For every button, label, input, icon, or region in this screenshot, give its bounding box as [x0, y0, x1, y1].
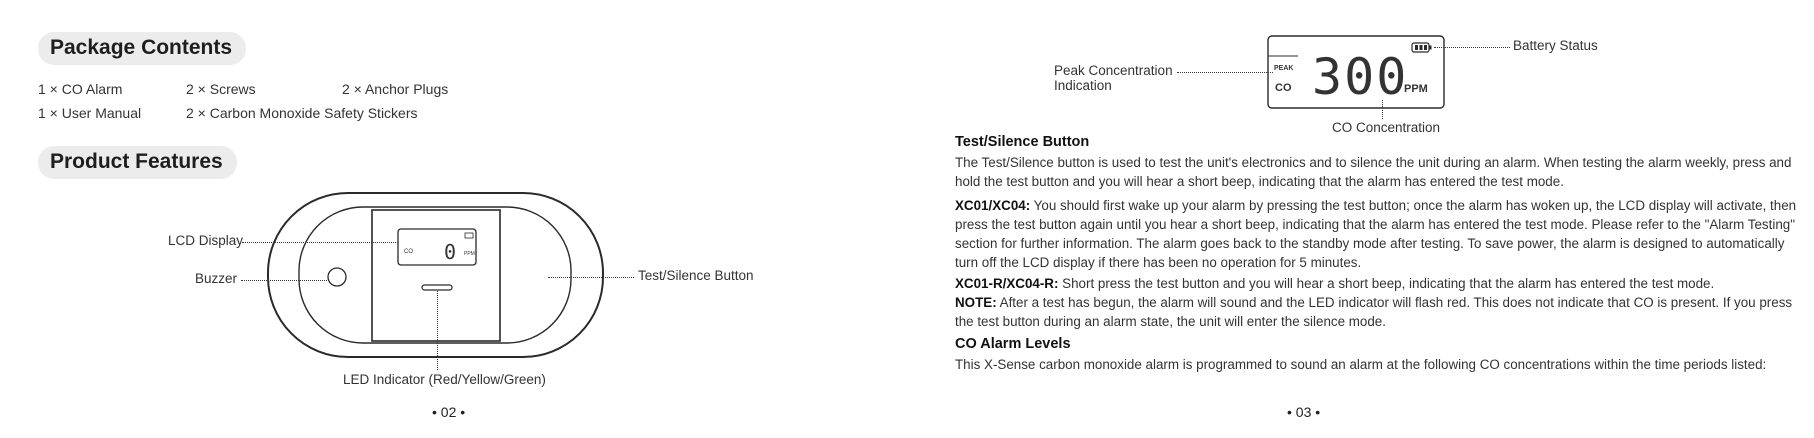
test-silence-heading: Test/Silence Button [955, 134, 1090, 150]
lcd-display-label: LCD Display [168, 233, 244, 248]
co-conc-callout-line [1382, 100, 1383, 119]
lcd-callout-line [242, 242, 398, 243]
battery-callout-line [1434, 47, 1510, 48]
test-silence-button-label: Test/Silence Button [638, 268, 754, 283]
note-text: After a test has begun, the alarm will sound and the LED indicator will flash red. This does not indicate that CO is present. If you press the test button during an alarm state, the unit will enter the silence mode. [955, 295, 1793, 329]
note-label: NOTE: [955, 295, 997, 310]
lcd-value: 0 [444, 240, 457, 264]
xc01r-text: Short press the test button and you will hear a short beep, indicating that the alarm has entered the test mode. [1058, 276, 1715, 291]
lcd-value: 300 [1312, 48, 1409, 106]
xc01-text: You should first wake up your alarm by pressing the test button; once the alarm has woken up, the LCD display will activate, then press the test button again until you hear a short beep, indicating that the alarm has entered the test mode. Please refer to the "Alarm Testing" section for further information. The alarm goes back to the standby mode after testing. To save power, the alarm is designed to automatically turn off the LCD display if there has been no operation for 5 minutes. [955, 198, 1797, 270]
package-item: 2 × Screws [186, 81, 256, 97]
page-number: • 02 • [432, 404, 466, 420]
co-concentration-label: CO Concentration [1332, 120, 1441, 135]
co-alarm-levels-paragraph: This X-Sense carbon monoxide alarm is programmed to sound an alarm at the following CO concentrations within the time periods listed: [955, 357, 1767, 372]
buzzer-label: Buzzer [195, 271, 238, 286]
package-item: 2 × Carbon Monoxide Safety Stickers [186, 105, 418, 121]
peak-concentration-label: Peak Concentration [1054, 63, 1173, 78]
led-indicator-label: LED Indicator (Red/Yellow/Green) [343, 372, 546, 387]
peak-concentration-label-line2: Indication [1054, 78, 1112, 93]
package-contents-title: Package Contents [38, 32, 246, 65]
lcd-ppm-tag: PPM [1404, 83, 1428, 95]
xc01r-paragraph [955, 274, 1805, 293]
lcd-peak-tag: PEAK [1274, 65, 1294, 72]
package-item: 1 × CO Alarm [38, 81, 123, 97]
note-paragraph [955, 293, 1805, 331]
package-item: 1 × User Manual [38, 105, 142, 121]
lcd-co-tag: CO [1275, 82, 1292, 94]
button-callout-line [548, 277, 634, 278]
buzzer-callout-line [241, 280, 327, 281]
lcd-ppm-tag: PPM [464, 251, 475, 257]
package-item: 2 × Anchor Plugs [342, 81, 449, 97]
product-features-title: Product Features [38, 146, 237, 179]
xc01r-label: XC01-R/XC04-R: [955, 276, 1059, 291]
peak-callout-line [1177, 72, 1273, 73]
co-alarm-levels-heading: CO Alarm Levels [955, 336, 1071, 352]
led-callout-line [437, 291, 438, 370]
page-number: • 03 • [1287, 404, 1321, 420]
page-right [907, 0, 1814, 438]
lcd-co-tag: CO [404, 249, 413, 255]
test-silence-paragraph: The Test/Silence button is used to test the unit's electronics and to silence the unit during an alarm. When testing the alarm weekly, press and hold the test button and you will hear a short beep, indicating that the alarm has entered the test mode. [955, 155, 1792, 189]
xc01-label: XC01/XC04: [955, 198, 1031, 213]
xc01-paragraph [955, 196, 1805, 272]
battery-status-label: Battery Status [1513, 38, 1598, 53]
